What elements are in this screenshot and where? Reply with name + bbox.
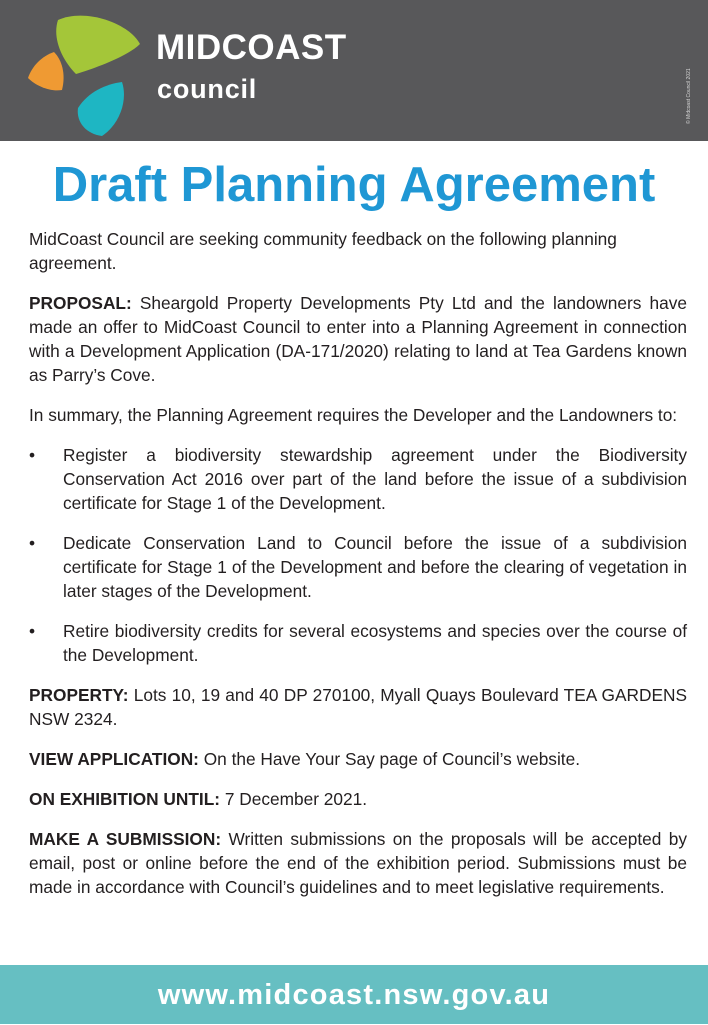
submission-text: Written submissions on the proposals will be accepted by email, post or online before the end of the exhibition period. Submissions must be made in accordance with Council’s guidelines and to meet legislative requirements. [29, 829, 687, 897]
brand-name: MIDCOAST [156, 28, 347, 67]
page-title: Draft Planning Agreement [52, 158, 656, 212]
brand-subtitle: council [157, 74, 258, 104]
view-application-paragraph [29, 747, 687, 771]
view-application-text: On the Have Your Say page of Council’s website. [198, 749, 581, 769]
proposal-text: Sheargold Property Developments Pty Ltd and the landowners have made an offer to MidCoast Council to enter into a Planning Agreement in connection with a Development Application (DA-171/2020) relating to land at Tea Gardens known as Parry’s Cove. [29, 293, 687, 385]
bullet-icon: • [29, 533, 36, 553]
proposal-label: PROPOSAL: [29, 293, 132, 313]
requirements-list [29, 443, 687, 667]
exhibition-paragraph [29, 787, 687, 811]
logo-leaf-orange [28, 52, 64, 90]
list-item-text: Retire biodiversity credits for several ecosystems and species over the course of the Development. [63, 621, 687, 665]
view-application-label: VIEW APPLICATION: [29, 749, 199, 769]
submission-label: MAKE A SUBMISSION: [29, 829, 222, 849]
proposal-paragraph [29, 291, 687, 387]
council-logo-icon [24, 8, 144, 140]
intro-paragraph: MidCoast Council are seeking community feedback on the following planning agreement. [29, 229, 617, 273]
logo-leaf-green [56, 16, 140, 74]
list-item [29, 619, 687, 667]
summary-paragraph: In summary, the Planning Agreement requires the Developer and the Landowners to: [29, 405, 678, 425]
footer-banner [0, 965, 708, 1024]
list-item [29, 443, 687, 515]
header-banner [0, 0, 708, 141]
notice-body [29, 227, 687, 899]
side-copyright-text: © Midcoast Council 2021 [686, 68, 692, 124]
property-paragraph [29, 683, 687, 731]
exhibition-label: ON EXHIBITION UNTIL: [29, 789, 221, 809]
side-copyright [682, 14, 696, 124]
list-item-text: Register a biodiversity stewardship agreement under the Biodiversity Conservation Act 2016 over part of the land before the issue of a subdivision certificate for Stage 1 of the Development. [63, 445, 687, 513]
bullet-icon: • [29, 445, 36, 465]
exhibition-date: 7 December 2021. [220, 789, 368, 809]
website-url-link[interactable]: www.midcoast.nsw.gov.au [157, 979, 551, 1011]
property-text: Lots 10, 19 and 40 DP 270100, Myall Quays Boulevard TEA GARDENS NSW 2324. [29, 685, 687, 729]
property-label: PROPERTY: [29, 685, 129, 705]
logo-leaf-teal [78, 82, 124, 136]
submission-paragraph [29, 827, 687, 899]
list-item-text: Dedicate Conservation Land to Council before the issue of a subdivision certificate for Stage 1 of the Development and before the clearing of vegetation in later stages of the Development. [63, 533, 687, 601]
list-item [29, 531, 687, 603]
bullet-icon: • [29, 621, 36, 641]
